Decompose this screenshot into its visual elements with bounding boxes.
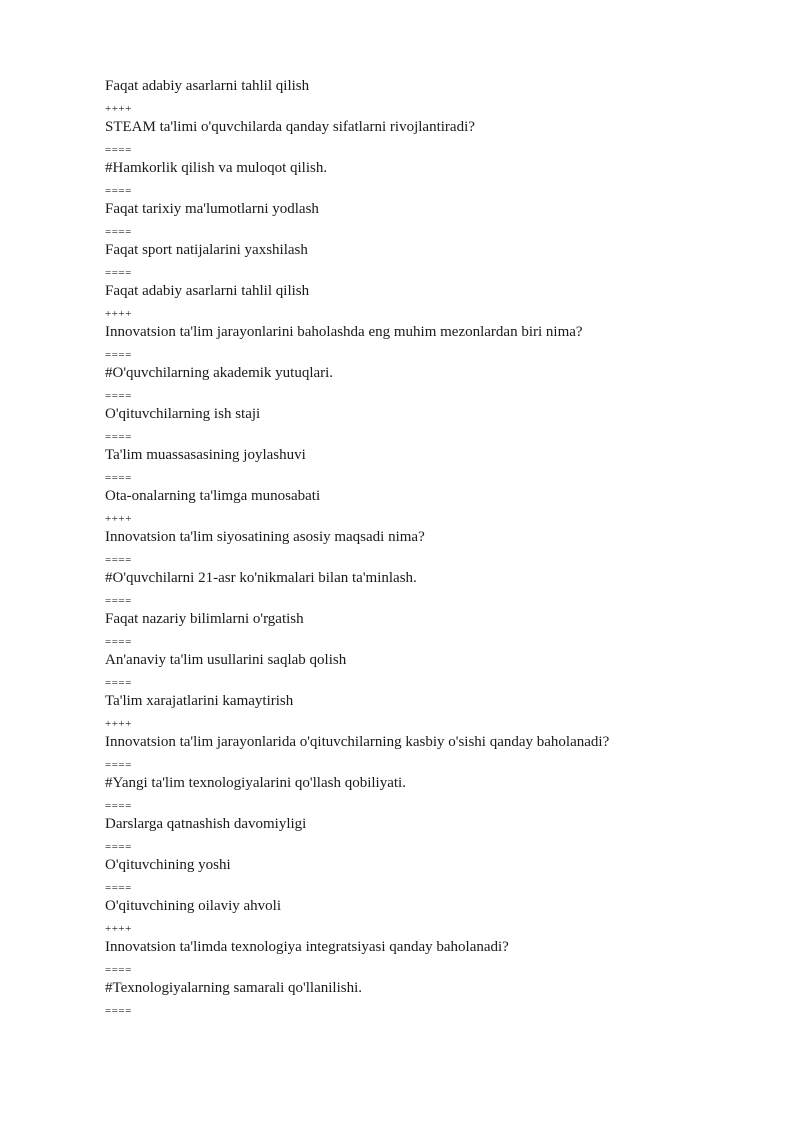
separator-line: ++++ [105,513,132,525]
separator-line: ==== [105,841,132,853]
separator-line: ++++ [105,103,132,115]
separator-line: ==== [105,185,132,197]
document-text-line: Innovatsion ta'limda texnologiya integratsiyasi qanday baholanadi? [105,939,509,955]
document-text-line: #O'quvchilarni 21-asr ko'nikmalari bilan ta'minlash. [105,570,417,586]
document-text-line: O'qituvchilarning ish staji [105,406,261,422]
document-text-line: #Hamkorlik qilish va muloqot qilish. [105,160,328,176]
separator-line: ==== [105,472,132,484]
document-text-line: An'anaviy ta'lim usullarini saqlab qolish [105,652,347,668]
document-text-line: #Texnologiyalarning samarali qo'llanilishi. [105,980,363,996]
document-text-line: Innovatsion ta'lim siyosatining asosiy maqsadi nima? [105,529,425,545]
document-page [105,0,800,1131]
separator-line: ==== [105,595,132,607]
separator-line: ==== [105,964,132,976]
document-text-line: Ta'lim xarajatlarini kamaytirish [105,693,294,709]
document-text-line: O'qituvchining yoshi [105,857,231,873]
document-text-line: STEAM ta'limi o'quvchilarda qanday sifatlarni rivojlantiradi? [105,119,475,135]
document-text-line: #Yangi ta'lim texnologiyalarini qo'llash qobiliyati. [105,775,406,791]
document-text-line: Innovatsion ta'lim jarayonlarida o'qituvchilarning kasbiy o'sishi qanday baholanadi? [105,734,610,750]
separator-line: ==== [105,800,132,812]
separator-line: ==== [105,1005,132,1017]
document-text-line: Innovatsion ta'lim jarayonlarini baholashda eng muhim mezonlardan biri nima? [105,324,583,340]
document-text-line: Faqat adabiy asarlarni tahlil qilish [105,283,310,299]
separator-line: ==== [105,636,132,648]
separator-line: ==== [105,144,132,156]
separator-line: ++++ [105,923,132,935]
document-text-line: Ota-onalarning ta'limga munosabati [105,488,321,504]
document-text-line: Faqat adabiy asarlarni tahlil qilish [105,78,310,94]
separator-line: ==== [105,349,132,361]
document-text-line: Faqat tarixiy ma'lumotlarni yodlash [105,201,319,217]
separator-line: ==== [105,882,132,894]
separator-line: ==== [105,431,132,443]
separator-line: ==== [105,554,132,566]
separator-line: ==== [105,226,132,238]
separator-line: ==== [105,267,132,279]
separator-line: ==== [105,759,132,771]
document-text-line: Darslarga qatnashish davomiyligi [105,816,307,832]
separator-line: ++++ [105,308,132,320]
document-text-line: Ta'lim muassasasining joylashuvi [105,447,306,463]
document-text-line: Faqat nazariy bilimlarni o'rgatish [105,611,304,627]
document-text-line: Faqat sport natijalarini yaxshilash [105,242,308,258]
separator-line: ==== [105,390,132,402]
document-text-line: #O'quvchilarning akademik yutuqlari. [105,365,334,381]
document-text-line: O'qituvchining oilaviy ahvoli [105,898,282,914]
separator-line: ++++ [105,718,132,730]
separator-line: ==== [105,677,132,689]
